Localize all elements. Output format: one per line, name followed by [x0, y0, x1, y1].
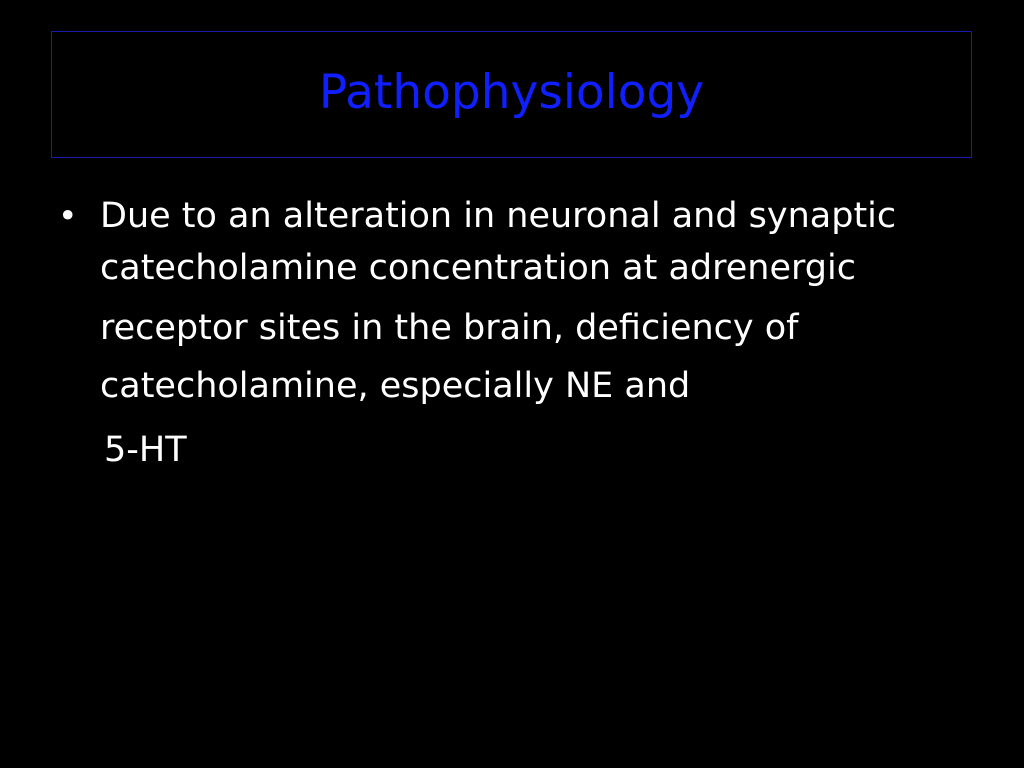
bullet-line: Due to an alteration in neuronal and synaptic [100, 196, 897, 236]
bullet-item [58, 190, 968, 412]
bullet-line: receptor sites in the brain, deficiency of [100, 308, 799, 348]
bullet-line: catecholamine, especially NE and [100, 366, 691, 406]
title-placeholder [51, 31, 972, 158]
content-placeholder [58, 190, 968, 476]
bullet-icon: • [58, 196, 78, 235]
bullet-line: catecholamine concentration at adrenergic [100, 248, 856, 288]
slide-title: Pathophysiology [318, 65, 705, 120]
continuation-text: 5-HT [104, 430, 187, 470]
